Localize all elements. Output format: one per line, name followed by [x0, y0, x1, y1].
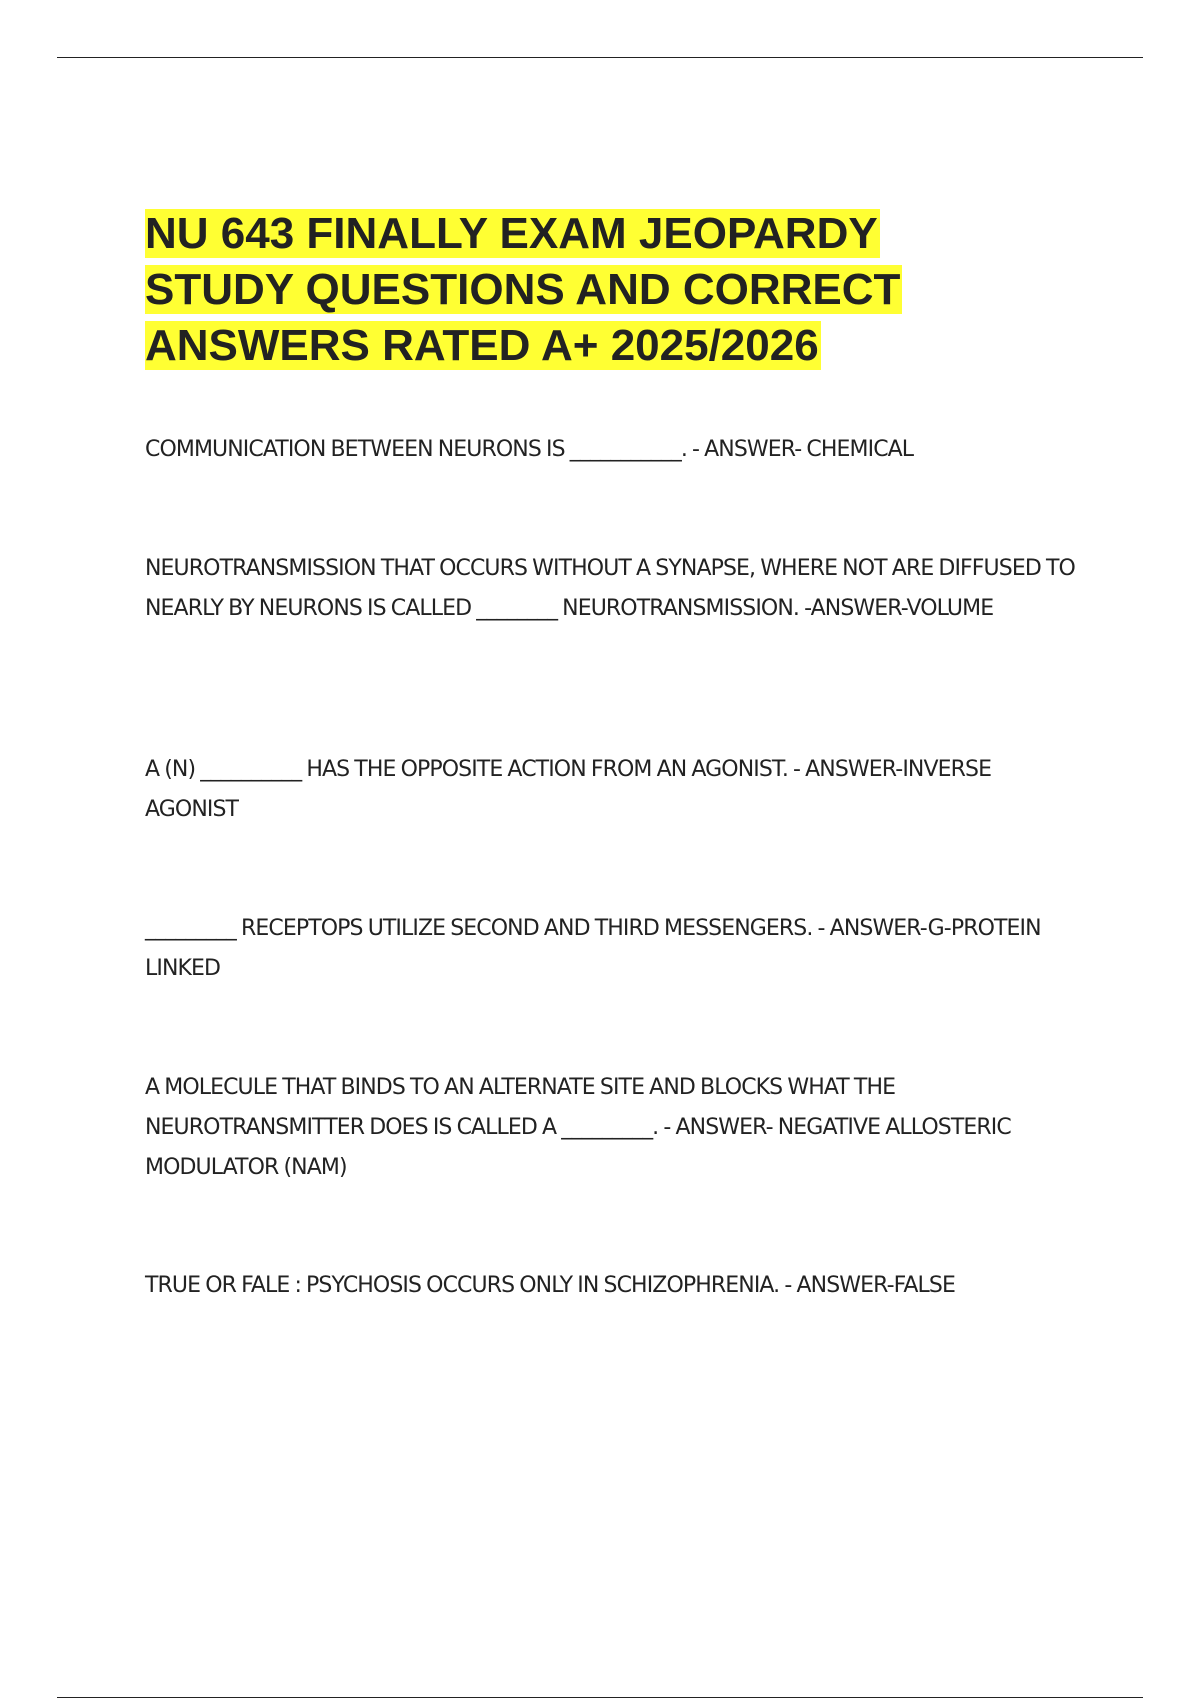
qa-item-5: A MOLECULE THAT BINDS TO AN ALTERNATE SITE AND BLOCKS WHAT THE NEUROTRANSMITTER DOES IS CALLED A _________. - ANSWER- NEGATIVE ALLOSTERIC MODULATOR (NAM): [145, 1075, 1011, 1180]
qa-item-2: NEUROTRANSMISSION THAT OCCURS WITHOUT A SYNAPSE, WHERE NOT ARE DIFFUSED TO NEARLY BY NEURONS IS CALLED ________ NEUROTRANSMISSION. -ANSWER-VOLUME: [145, 556, 1075, 621]
document-title: [145, 206, 1025, 374]
document-title-text: NU 643 FINALLY EXAM JEOPARDY STUDY QUESTIONS AND CORRECT ANSWERS RATED A+ 2025/2026: [145, 209, 901, 370]
qa-item-1: COMMUNICATION BETWEEN NEURONS IS ___________. - ANSWER- CHEMICAL: [145, 437, 914, 462]
top-divider: [57, 57, 1143, 58]
qa-item-4: _________ RECEPTOPS UTILIZE SECOND AND THIRD MESSENGERS. - ANSWER-G-PROTEIN LINKED: [145, 916, 1041, 981]
qa-item-6: TRUE OR FALE : PSYCHOSIS OCCURS ONLY IN SCHIZOPHRENIA. - ANSWER-FALSE: [145, 1273, 955, 1298]
bottom-divider: [57, 1697, 1143, 1698]
qa-item-3: A (N) __________ HAS THE OPPOSITE ACTION FROM AN AGONIST. - ANSWER-INVERSE AGONIST: [145, 757, 992, 822]
title-block: [145, 206, 1025, 374]
